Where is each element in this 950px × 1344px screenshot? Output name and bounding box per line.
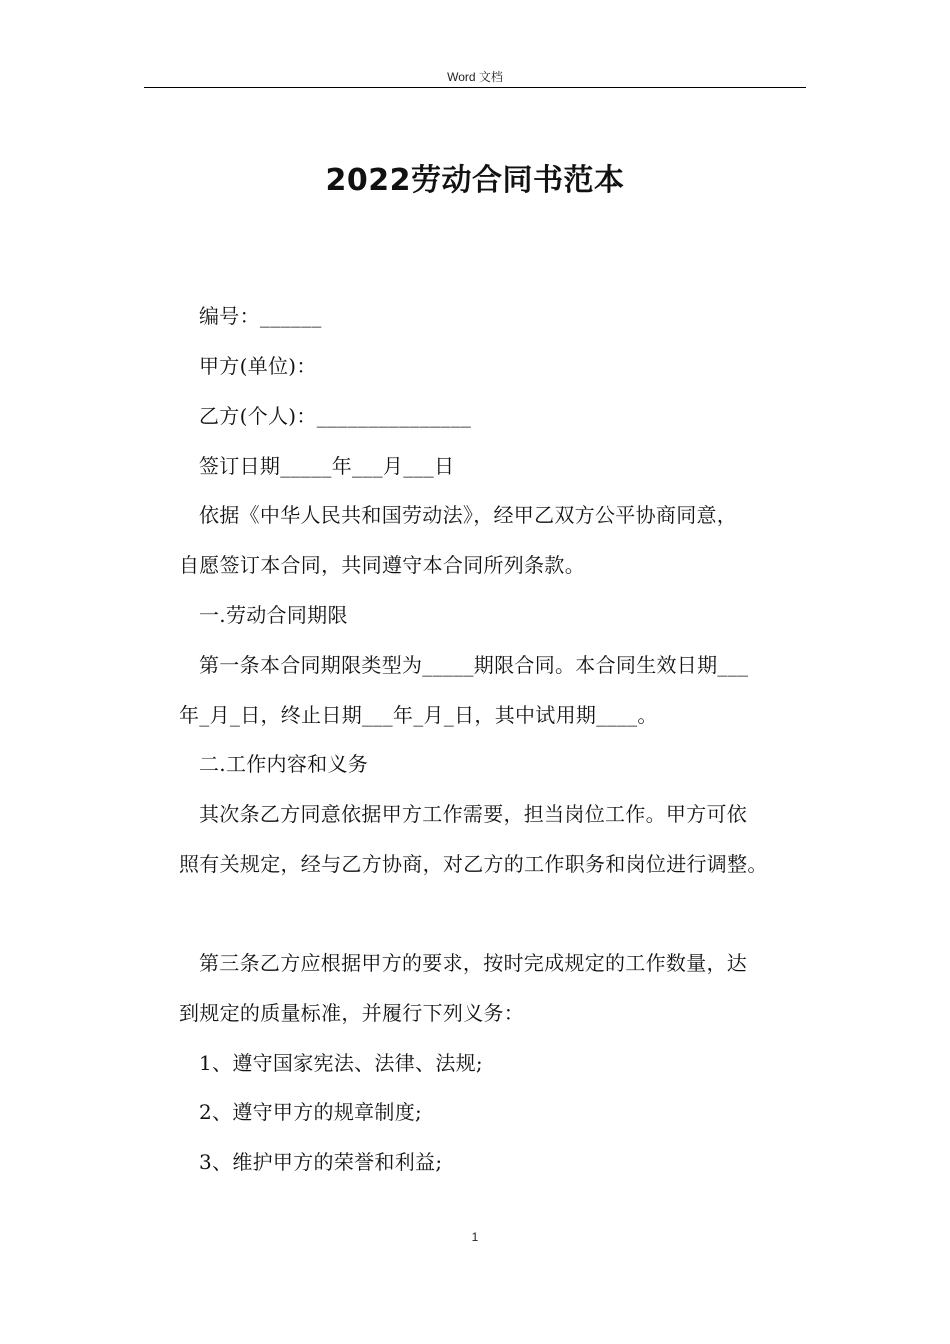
article-2-line-2: 照有关规定，经与乙方协商，对乙方的工作职务和岗位进行调整。 xyxy=(179,852,768,876)
document-title: 2022劳动合同书范本 xyxy=(325,163,625,198)
page-number: 1 xyxy=(471,1230,479,1244)
article-1-line-2: 年_月_日，终止日期___年_月_日，其中试用期____。 xyxy=(179,703,658,727)
section-heading-2: 二.工作内容和义务 xyxy=(199,752,369,776)
preamble-line-2: 自愿签订本合同，共同遵守本合同所列条款。 xyxy=(179,553,585,577)
preamble-line-1: 依据《中华人民共和国劳动法》，经甲乙双方公平协商同意， xyxy=(199,503,738,527)
section-heading-1: 一.劳动合同期限 xyxy=(199,603,348,627)
obligation-item-1: 1、遵守国家宪法、法律、法规; xyxy=(199,1051,483,1075)
obligation-item-2: 2、遵守甲方的规章制度; xyxy=(199,1100,423,1124)
party-b-line: 乙方(个人)：_______________ xyxy=(199,404,472,428)
article-3-line-2: 到规定的质量标准，并履行下列义务： xyxy=(179,1001,525,1025)
contract-number-line: 编号：______ xyxy=(199,304,322,328)
party-a-line: 甲方(单位)： xyxy=(199,354,317,378)
header-rule xyxy=(144,87,806,88)
article-3-line-1: 第三条乙方应根据甲方的要求，按时完成规定的工作数量，达 xyxy=(199,951,748,975)
obligation-item-3: 3、维护甲方的荣誉和利益; xyxy=(199,1150,443,1174)
article-2-line-1: 其次条乙方同意依据甲方工作需要，担当岗位工作。甲方可依 xyxy=(199,802,748,826)
article-1-line-1: 第一条本合同期限类型为_____期限合同。本合同生效日期___ xyxy=(199,653,749,677)
signing-date-line: 签订日期_____年___月___日 xyxy=(199,454,455,478)
header-label: Word 文档 xyxy=(447,70,503,84)
